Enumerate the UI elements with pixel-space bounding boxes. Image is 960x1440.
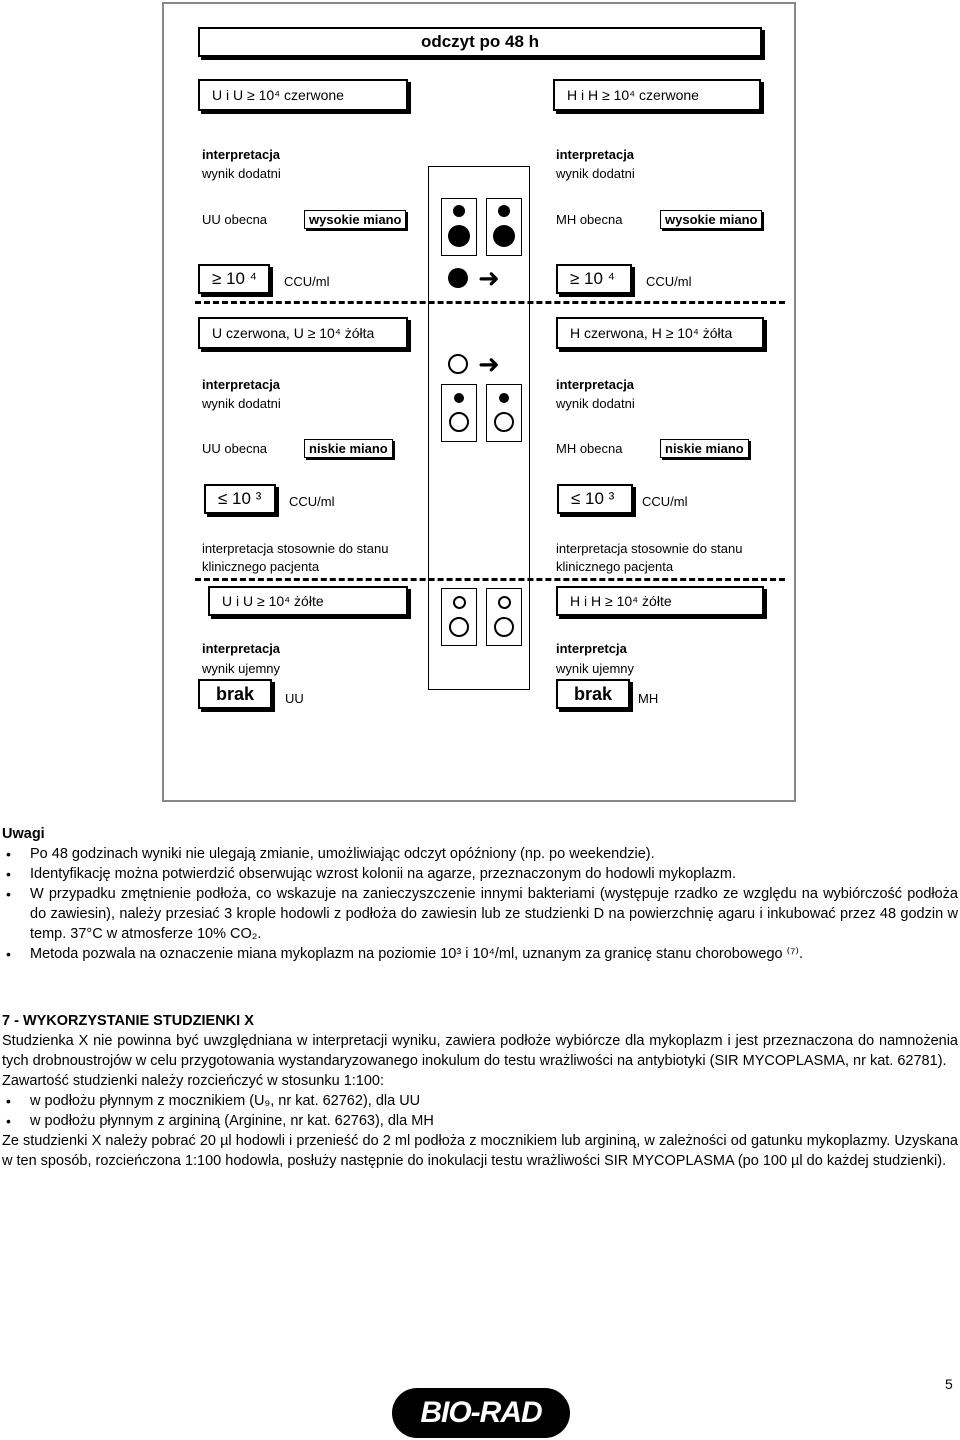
left-clinical-line-1: interpretacja stosownie do stanu [202,541,389,556]
left-result-label-3: wynik ujemny [202,661,281,676]
left-low-titer-tag: niskie miano [304,439,393,458]
notes-item: • Identyfikację można potwierdzić obserwując wzrost kolonii na agarze, przeznaczonym do hodowli mykoplazm. [2,864,958,884]
notes-item: • Po 48 godzinach wyniki nie ulegają zmianie, umożliwiając odczyt opóźniony (np. po weekendzie). [2,844,958,864]
red-color-legend-dot [448,268,468,288]
right-none-label: MH [638,691,659,706]
well-u-yellow [441,588,477,646]
left-ccu-low-box: ≤ 10 ³ [204,484,276,514]
left-condition-1: U i U ≥ 10⁴ czerwone [198,79,408,111]
left-interpretation-label-3: interpretacja [202,641,281,656]
left-high-titer-tag: wysokie miano [304,210,406,229]
right-ccu-low-box: ≤ 10 ³ [557,484,633,514]
right-condition-2: H czerwona, H ≥ 10⁴ żółta [556,317,764,349]
right-present-label-2: MH obecna [556,441,623,456]
right-none-box: brak [556,679,630,709]
large-ring [494,617,514,637]
right-condition-3: H i H ≥ 10⁴ żółte [556,586,764,616]
section-7 [2,1011,958,1171]
right-ccu-unit-2: CCU/ml [642,494,688,509]
arrow-icon: ➜ [478,263,500,293]
right-low-titer-tag: niskie miano [660,439,749,458]
section-7-paragraph-3: Ze studzienki X należy pobrać 20 µl hodowli i przenieść do 2 ml podłoża z mocznikiem lub argininą, w zależności od gatunku mykoplazmy. Uzyskana w ten sposób, rozcieńczona 1:100 hodowla, posłuży następnie do inokulacji testu wrażliwości SIR MYCOPLASMA (po 100 µl do każdej studzienki). [2,1133,958,1169]
small-ring [453,596,466,609]
notes-section [2,824,958,964]
small-filled-dot [498,205,510,217]
large-filled-dot [448,225,470,247]
left-ccu-high-box: ≥ 10 ⁴ [198,264,270,294]
right-result-label: wynik dodatni [556,166,635,181]
left-interpretation-label-2: interpretacja [202,377,281,392]
left-result-label-2: wynik dodatni [202,396,281,411]
left-condition-2: U czerwona, U ≥ 10⁴ żółta [198,317,408,349]
left-none-label: UU [285,691,304,706]
section-7-paragraph-1: Studzienka X nie powinna być uwzględniana w interpretacji wyniku, zawiera podłoże wybiórcze dla mykoplazm i jest przeznaczona do namnożenia tych drobnoustrojów w celu przygotowania wystandaryzowanego inokulum do testu wrażliwości na antybiotyki (SIR MYCOPLASMA, nr kat. 62781). [2,1033,958,1069]
notes-item: • Metoda pozwala na oznaczenie miana mykoplazm na poziomie 10³ i 10⁴/ml, uznanym za granicę stanu chorobowego ⁽⁷⁾. [2,944,958,964]
right-result-label-2: wynik dodatni [556,396,635,411]
left-condition-3: U i U ≥ 10⁴ żółte [208,586,408,616]
right-condition-1: H i H ≥ 10⁴ czerwone [553,79,761,111]
left-present-label-2: UU obecna [202,441,268,456]
right-interpretation-label-2: interpretacja [556,377,635,392]
large-ring [494,412,514,432]
yellow-color-legend-ring [448,354,468,374]
left-ccu-unit-2: CCU/ml [289,494,335,509]
section-7-paragraph-2: Zawartość studzienki należy rozcieńczyć w stosunku 1:100: [2,1073,385,1089]
section-7-item: • w podłożu płynnym z argininą (Arginine, nr kat. 62763), dla MH [2,1111,958,1131]
small-filled-dot [499,393,509,403]
large-ring [449,412,469,432]
right-result-label-3: wynik ujemny [556,661,635,676]
well-u-red [441,198,477,256]
bio-rad-logo: BIO-RAD [392,1388,570,1438]
well-h-yellow [486,588,522,646]
right-clinical-line-2: klinicznego pacjenta [556,559,674,574]
right-interpretation-label-3: interpretcja [556,641,627,656]
right-clinical-line-1: interpretacja stosownie do stanu [556,541,743,556]
small-ring [498,596,511,609]
page-number: 5 [945,1376,953,1392]
right-high-titer-tag: wysokie miano [660,210,762,229]
left-present-label: UU obecna [202,212,268,227]
well-u-mixed [441,384,477,442]
right-present-label: MH obecna [556,212,623,227]
left-ccu-unit: CCU/ml [284,274,330,289]
right-ccu-unit: CCU/ml [646,274,692,289]
well-h-red [486,198,522,256]
small-filled-dot [454,393,464,403]
left-clinical-line-2: klinicznego pacjenta [202,559,320,574]
arrow-icon-2: ➜ [478,349,500,379]
notes-heading: Uwagi [2,826,45,842]
section-7-heading: 7 - WYKORZYSTANIE STUDZIENKI X [2,1013,254,1029]
left-none-box: brak [198,679,272,709]
large-filled-dot [493,225,515,247]
right-interpretation-label: interpretacja [556,147,635,162]
notes-item: • W przypadku zmętnienie podłoża, co wskazuje na zanieczyszczenie innymi bakteriami (występuje rzadko ze względu na wybiórczość podłoża do zawiesin), należy przesiać 3 krople hodowli z podłoża do zawiesin lub ze studzienki D na powierzchnię agaru i inkubować przez 48 godzin w temp. 37°C w atmosferze 10% CO₂. [2,884,958,944]
left-result-label: wynik dodatni [202,166,281,181]
left-interpretation-label: interpretacja [202,147,281,162]
small-filled-dot [453,205,465,217]
diagram-title: odczyt po 48 h [198,27,762,57]
large-ring [449,617,469,637]
section-7-item: • w podłożu płynnym z mocznikiem (U₉, nr kat. 62762), dla UU [2,1091,958,1111]
right-ccu-high-box: ≥ 10 ⁴ [556,264,632,294]
well-h-mixed [486,384,522,442]
